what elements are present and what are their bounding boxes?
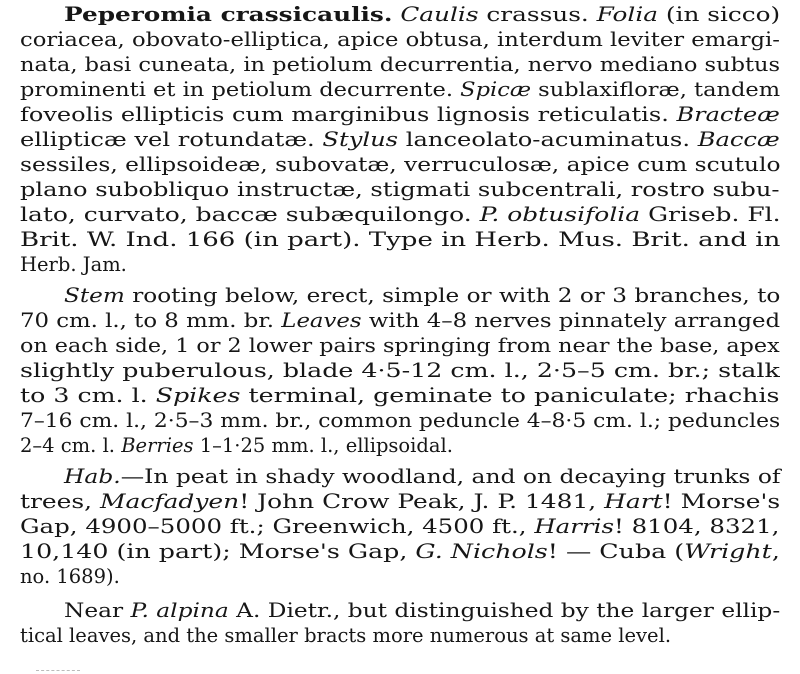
text-line	[20, 177, 780, 202]
italic-term: Baccæ	[697, 128, 780, 151]
text-run: 2–4 cm. l.	[20, 434, 122, 457]
text-run: Brit. W. Ind. 166 (in part). Type in Herb. Mus. Brit. and in	[20, 228, 781, 251]
text-run: trees,	[20, 490, 101, 513]
italic-term: Stylus	[322, 128, 399, 151]
italic-term: Berries	[121, 434, 194, 457]
text-line	[20, 358, 780, 383]
italic-term: Hab.	[64, 465, 121, 488]
text-run: 70 cm. l., to 8 mm. br.	[20, 309, 282, 332]
text-run: sublaxifloræ, tandem	[531, 78, 781, 101]
text-line	[20, 539, 780, 564]
text-run: plano subobliquo instructæ, stigmati subcentrali, rostro subu-	[20, 178, 780, 201]
text-run: ellipticæ vel rotundatæ.	[20, 128, 323, 151]
text-run: ! 8104, 8321,	[614, 515, 780, 538]
text-run: 10,140 (in part); Morse's Gap,	[20, 540, 416, 563]
italic-term: Stem	[64, 284, 125, 307]
text-run: Near	[64, 599, 131, 622]
text-run: ! — Cuba (	[547, 540, 685, 563]
italic-term: P. obtusifolia	[479, 203, 641, 226]
italic-term: Hart	[604, 490, 663, 513]
italic-term: Spicæ	[460, 78, 532, 101]
text-line	[20, 252, 127, 277]
text-run	[392, 3, 400, 26]
text-line	[20, 308, 780, 333]
text-line	[20, 383, 780, 408]
text-run: lato, curvato, baccæ subæquilongo.	[20, 203, 480, 226]
text-run: crassus.	[478, 3, 597, 26]
text-run: 7–16 cm. l., 2·5–3 mm. br., common peduncle 4–8·5 cm. l.; peduncles	[20, 409, 781, 432]
italic-term: Bracteæ	[676, 103, 780, 126]
text-line	[20, 489, 780, 514]
text-line	[20, 564, 120, 589]
text-line	[20, 152, 781, 177]
text-run: nata, basi cuneata, in petiolum decurrentia, nervo mediano subtus	[20, 53, 781, 76]
text-run: prominenti et in petiolum decurrente.	[20, 78, 461, 101]
italic-term: Folia	[596, 3, 659, 26]
text-run: to 3 cm. l.	[20, 384, 156, 407]
text-line	[20, 227, 780, 252]
text-run: foveolis ellipticis cum marginibus lignosis reticulatis.	[20, 103, 677, 126]
text-line	[20, 333, 780, 358]
text-run: rooting below, erect, simple or with 2 or 3 branches, to	[124, 284, 781, 307]
text-run: with 4–8 nerves pinnately arranged	[361, 309, 781, 332]
text-run: —In peat in shady woodland, and on decaying trunks of	[120, 465, 781, 488]
text-line	[20, 27, 780, 52]
text-line	[20, 623, 671, 648]
text-run: tical leaves, and the smaller bracts more numerous at same level.	[20, 624, 672, 647]
dashed-rule	[36, 670, 80, 671]
text-line	[20, 77, 780, 102]
text-run: (in sicco)	[658, 3, 781, 26]
text-line	[64, 2, 780, 27]
text-run: ! Morse's	[662, 490, 781, 513]
text-run: on each side, 1 or 2 lower pairs springing from near the base, apex	[20, 334, 780, 357]
species-name: Peperomia crassicaulis.	[64, 3, 393, 26]
italic-term: Harris	[534, 515, 615, 538]
italic-term: P. alpina	[130, 599, 229, 622]
text-run: Gap, 4900–5000 ft.; Greenwich, 4500 ft.,	[20, 515, 535, 538]
text-run: A. Dietr., but distinguished by the larger ellip-	[228, 599, 781, 622]
text-line	[20, 433, 453, 458]
text-line	[20, 408, 780, 433]
italic-term: G. Nichols	[415, 540, 548, 563]
text-line	[64, 598, 780, 623]
text-run: 1–1·25 mm. l., ellipsoidal.	[193, 434, 453, 457]
text-line	[20, 514, 779, 539]
text-run: lanceolato-acuminatus.	[398, 128, 698, 151]
text-line	[64, 464, 781, 489]
text-line	[20, 202, 781, 227]
text-line	[64, 283, 780, 308]
italic-term: Macfadyen	[100, 490, 240, 513]
text-run: coriacea, obovato-elliptica, apice obtusa, interdum leviter emargi-	[20, 28, 780, 51]
text-run: Griseb. Fl.	[640, 203, 781, 226]
italic-term: Leaves	[281, 309, 362, 332]
text-run: terminal, geminate to paniculate; rhachis	[240, 384, 780, 407]
text-run: ,	[771, 540, 780, 563]
text-line	[20, 52, 780, 77]
italic-term: Caulis	[400, 3, 479, 26]
text-run: no. 1689).	[20, 565, 120, 588]
italic-term: Spikes	[155, 384, 241, 407]
text-run: Herb. Jam.	[20, 253, 127, 276]
text-line	[20, 127, 780, 152]
italic-term: Wright	[684, 540, 772, 563]
text-run: sessiles, ellipsoideæ, subovatæ, verruculosæ, apice cum scutulo	[20, 153, 781, 176]
text-run: ! John Crow Peak, J. P. 1481,	[239, 490, 605, 513]
text-run: slightly puberulous, blade 4·5-12 cm. l., 2·5–5 cm. br.; stalk	[20, 359, 780, 382]
text-line	[20, 102, 780, 127]
